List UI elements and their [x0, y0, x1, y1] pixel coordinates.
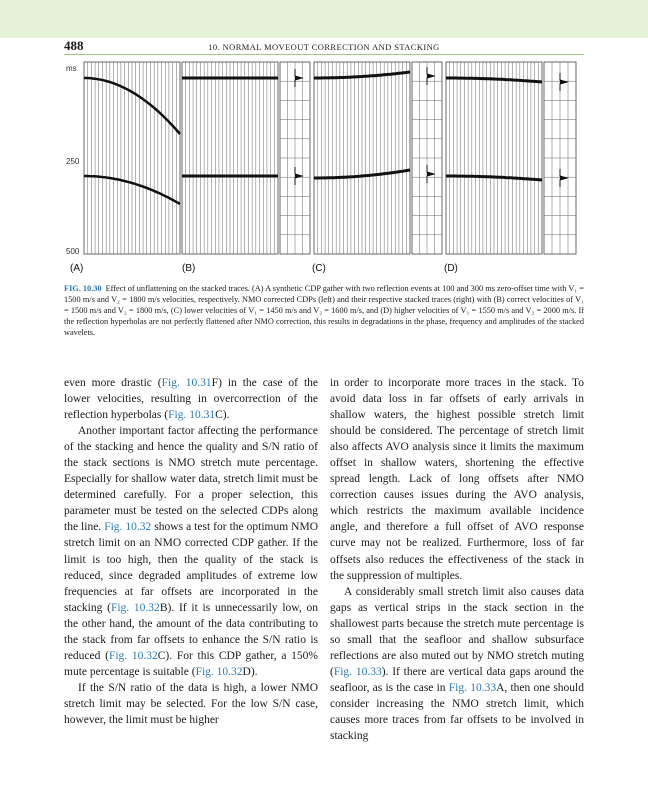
figure-link[interactable]: Fig. 10.32: [108, 649, 158, 662]
paragraph: in order to incorporate more traces in the stack. To avoid data loss in far offsets of early arrivals in shallow waters, the highest possible stretch limit should be considered. The percentage of stretch limit also affects AVO analysis since it limits the maximum offset in shallow waters, shortening the effective spread length. Lack of long offsets after NMO correction causes issues during the AVO analysis, which restricts the maximum available incidence angle, and therefore a full offset of AVO response curve may not be realized. Furthermore, loss of far offsets also reduces the effectiveness of the stack in the suppression of multiples.: [330, 377, 584, 582]
seismic-gather-figure: [64, 58, 584, 280]
running-title: 10. NORMAL MOVEOUT CORRECTION AND STACKING: [208, 42, 440, 52]
header-rule: [64, 54, 584, 55]
figure-link[interactable]: Fig. 10.33: [448, 681, 497, 694]
paragraph: Another important factor affecting the performance of the stacking and hence the quality and S/N ratio of the stack sections is NMO stretch mute percentage. Especially for shallow water data, stretch limit must be determined carefully. For a proper selection, this parameter must be tested on the selected CDPs along the line. Fig. 10.32 shows a test for the optimum NMO stretch limit on an NMO corrected CDP gather. If the limit is too high, then the quality of the stack is reduced, since degraded amplitudes of extreme low frequencies at far offsets are incorporated in the stacking (Fig. 10.32B). If it is unnecessarily low, on the other hand, the amount of the data contributing to the stack from far offsets to enhance the S/N ratio is reduced (Fig. 10.32C). For this CDP gather, a 150% mute percentage is suitable (Fig. 10.32D).: [64, 425, 319, 678]
body-column-right: [330, 375, 584, 744]
body-column-left: [64, 375, 318, 728]
panel-label-b: (B): [182, 263, 196, 274]
figure-link[interactable]: Fig. 10.32: [110, 601, 160, 614]
panel-label-d: (D): [444, 263, 458, 274]
panel-label-a: (A): [70, 263, 84, 274]
paragraph: If the S/N ratio of the data is high, a lower NMO stretch limit may be selected. For the low S/N case, however, the limit must be higher: [64, 681, 318, 726]
paragraph: A considerably small stretch limit also causes data gaps as vertical strips in the stack section in the shallowest parts because the stretch mute percentage is so small that the seafloor and shallow subsurface reflections are also muted out by NMO stretch muting (Fig. 10.33). If there are vertical data gaps around the seafloor, as is the case in Fig. 10.33A, then one should consider increasing the NMO stretch limit, which causes more traces from far offsets to be involved in stacking: [330, 585, 584, 743]
caption-label: FIG. 10.30: [64, 284, 102, 293]
figure-link[interactable]: Fig. 10.32: [195, 665, 243, 678]
paragraph: even more drastic (Fig. 10.31F) in the case of the lower velocities, resulting in overcorrection of the reflection hyperbolas (Fig. 10.31C).: [64, 377, 318, 422]
time-unit-label: ms: [66, 64, 77, 73]
caption-text: Effect of unflattening on the stacked traces. (A) A synthetic CDP gather with two reflection events at 100 and 300 ms zero-offset time with V₁ = 1500 m/s and V₂ = 1800 m/s velocities, respectively. NMO corrected CDPs (left) and their respective stacked traces (right) with (B) correct velocities of V₁ = 1500 m/s and V₂ = 1800 m/s, (C) lower velocities of V₁ = 1450 m/s and V₂ = 1600 m/s, and (D) higher velocities of V₁ = 1550 m/s and V₂ = 2000 m/s. If the reflection hyperbolas are not perfectly flattened after NMO correction, this results in degradations in the phase, frequency and amplitudes of the stacked wavelets.: [64, 284, 584, 338]
figure-caption: [64, 283, 584, 338]
time-tick-500: 500: [66, 247, 80, 256]
figure-link[interactable]: Fig. 10.31: [161, 377, 212, 389]
figure-link[interactable]: Fig. 10.31: [168, 409, 216, 422]
time-tick-250: 250: [66, 157, 80, 166]
page-number: 488: [64, 38, 84, 53]
panel-label-c: (C): [312, 263, 326, 274]
header-band: [0, 0, 648, 38]
figure-link[interactable]: Fig. 10.33: [333, 665, 382, 678]
figure-10-30: [64, 58, 584, 280]
figure-link[interactable]: Fig. 10.32: [104, 521, 152, 534]
